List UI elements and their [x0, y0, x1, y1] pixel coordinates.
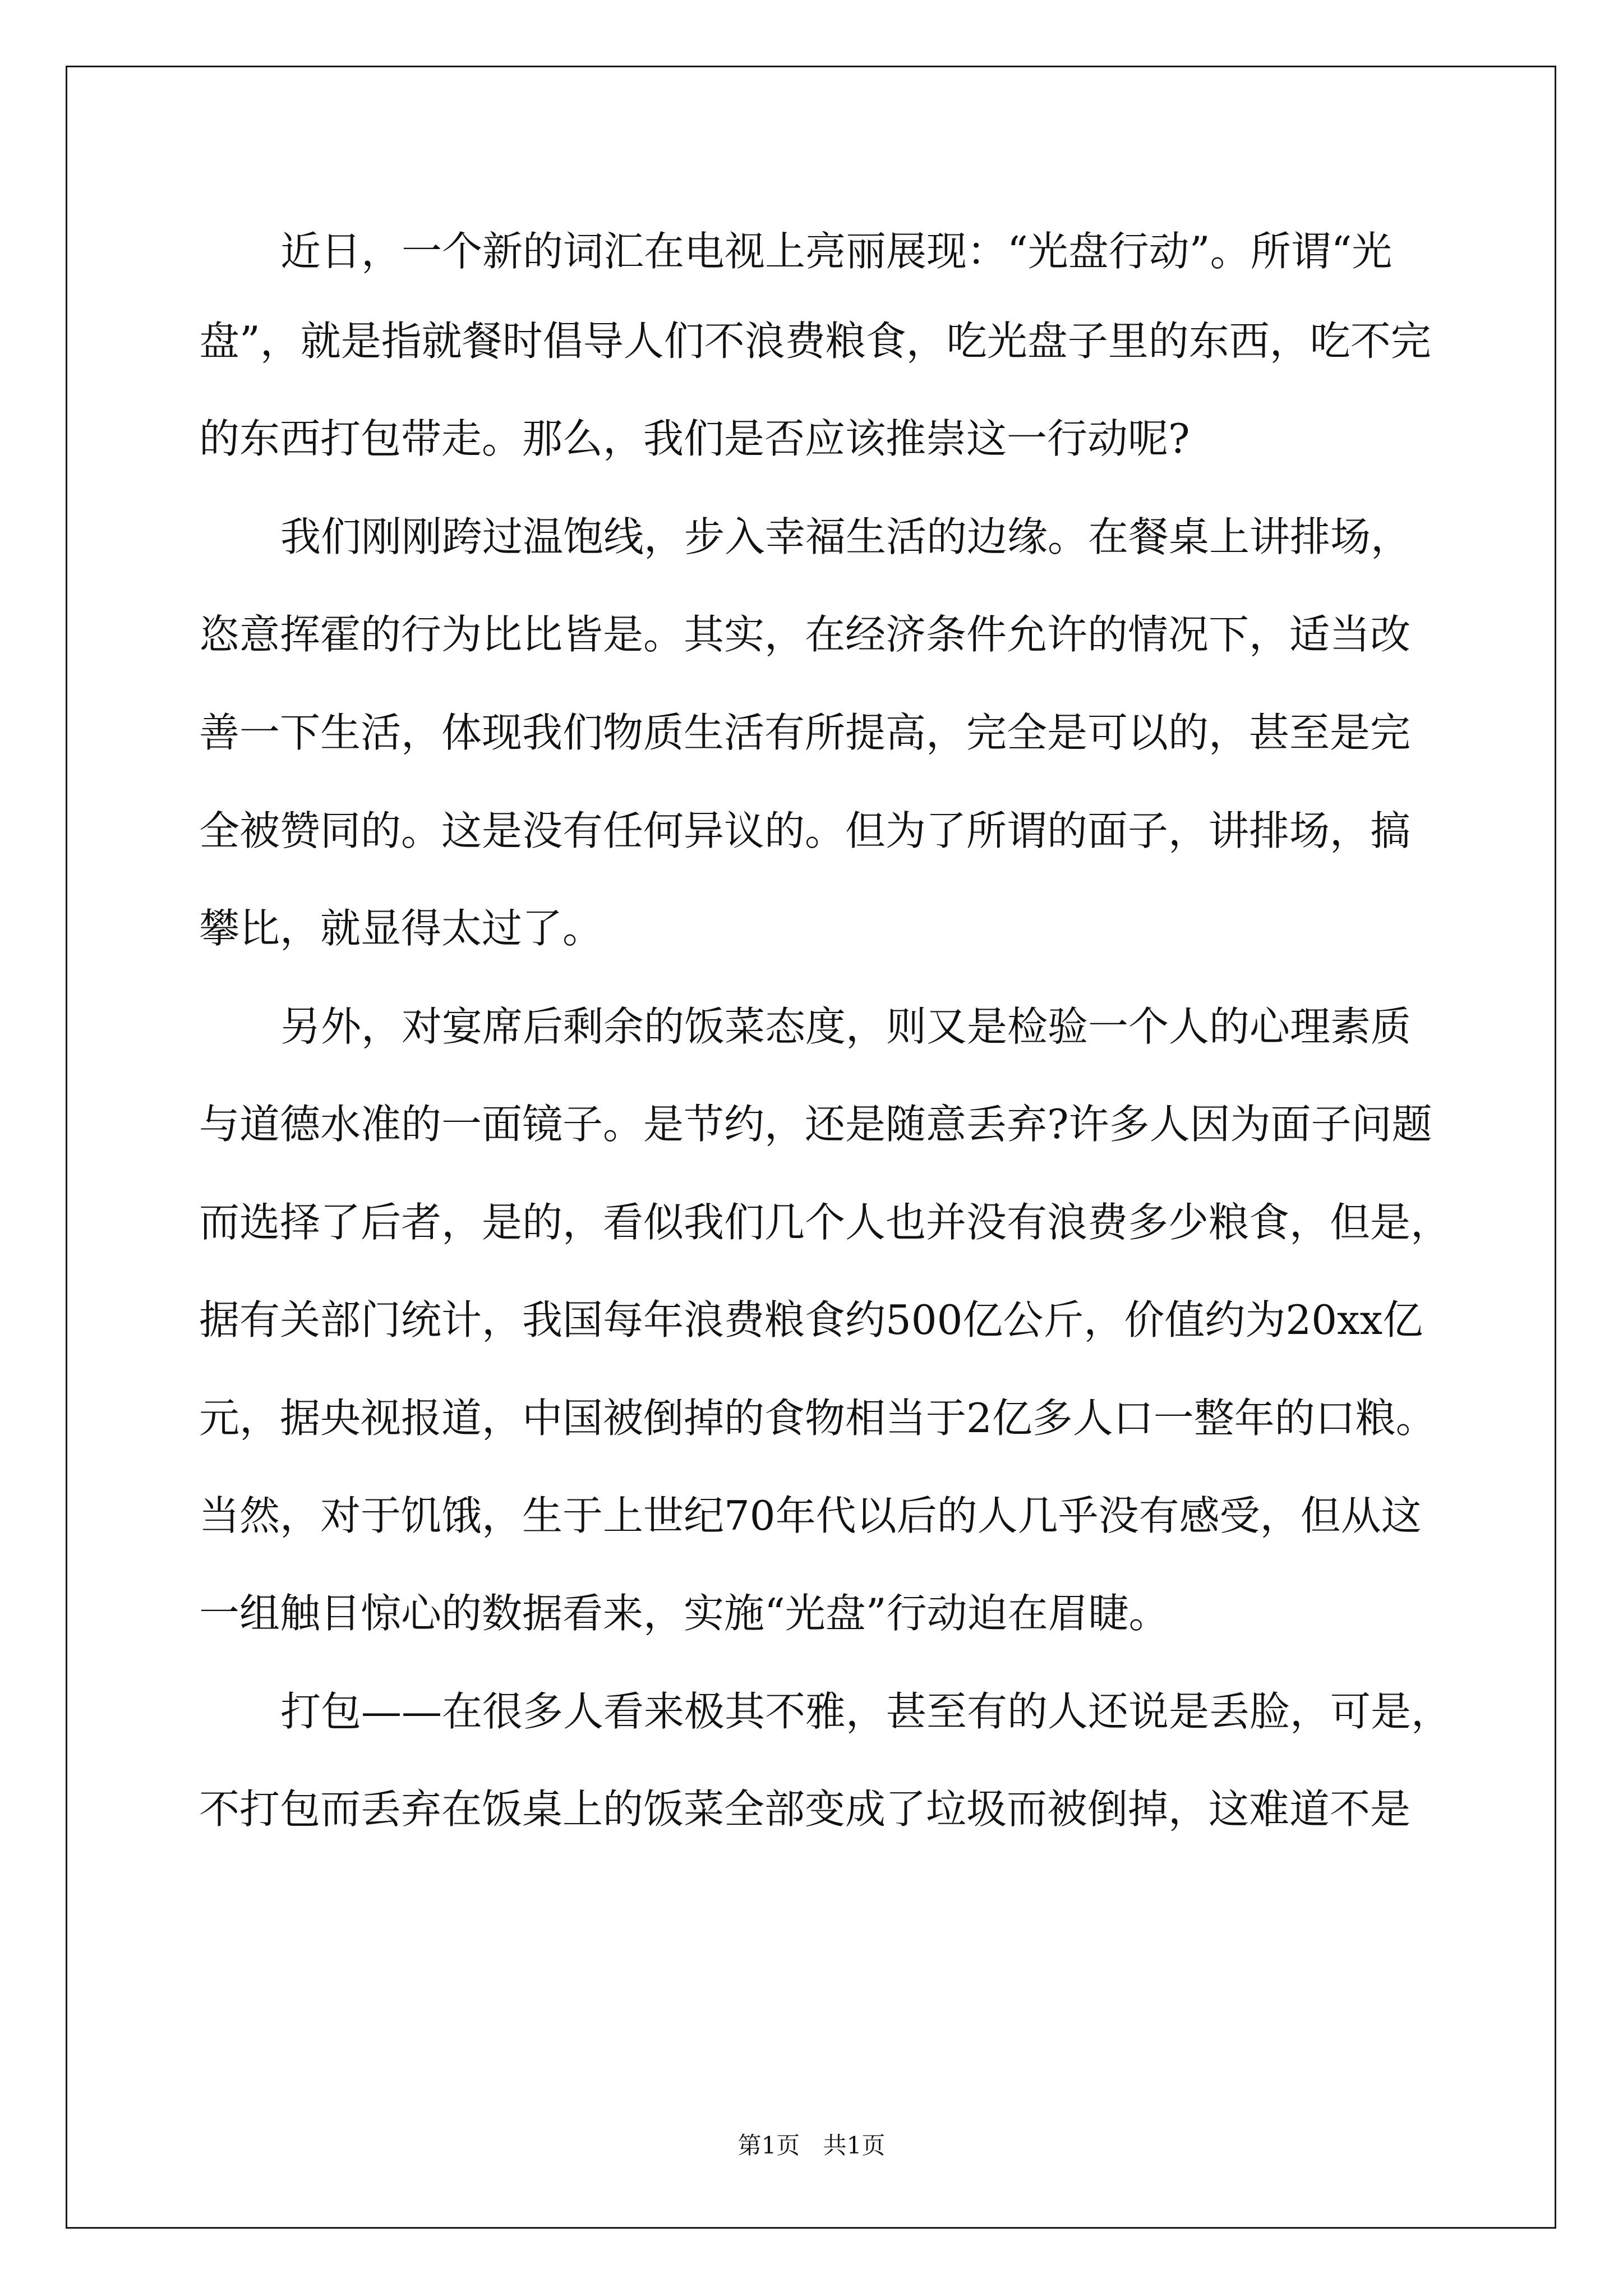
text-line: 据有关部门统计，我国每年浪费粮食约500亿公斤，价值约为20xx亿 — [199, 1296, 1423, 1343]
page-total: 共1页 — [823, 2132, 886, 2159]
text-line: 另外，对宴席后剩余的饭菜态度，则又是检验一个人的心理素质 — [280, 1003, 1412, 1050]
text-line: 当然，对于饥饿，生于上世纪70年代以后的人几乎没有感受，但从这 — [199, 1492, 1422, 1539]
text-line: 一组触目惊心的数据看来，实施“光盘”行动迫在眉睫。 — [199, 1590, 1169, 1637]
text-line: 全被赞同的。这是没有任何异议的。但为了所谓的面子，讲排场，搞 — [199, 807, 1411, 854]
text-line: 盘”，就是指就餐时倡导人们不浪费粮食，吃光盘子里的东西，吃不完 — [199, 318, 1431, 365]
text-line: 而选择了后者，是的，看似我们几个人也并没有浪费多少粮食，但是， — [199, 1199, 1451, 1246]
text-line: 与道德水准的一面镜子。是节约，还是随意丢弃?许多人因为面子问题 — [199, 1101, 1432, 1148]
page-number: 第1页 — [737, 2132, 800, 2159]
text-line: 恣意挥霍的行为比比皆是。其实，在经济条件允许的情况下，适当改 — [199, 611, 1411, 658]
text-line: 元，据央视报道，中国被倒掉的食物相当于2亿多人口一整年的口粮。 — [199, 1395, 1436, 1442]
text-line: 善一下生活，体现我们物质生活有所提高，完全是可以的，甚至是完 — [199, 709, 1411, 756]
text-line: 的东西打包带走。那么，我们是否应该推崇这一行动呢? — [199, 415, 1190, 462]
text-line: 我们刚刚跨过温饱线，步入幸福生活的边缘。在餐桌上讲排场， — [280, 513, 1412, 560]
text-line: 攀比，就显得太过了。 — [199, 905, 603, 952]
text-line: 打包——在很多人看来极其不雅，甚至有的人还说是丢脸，可是， — [280, 1688, 1452, 1735]
text-line: 近日，一个新的词汇在电视上亮丽展现：“光盘行动”。所谓“光 — [280, 228, 1393, 275]
page-footer — [0, 2126, 1623, 2165]
text-line: 不打包而丢弃在饭桌上的饭菜全部变成了垃圾而被倒掉，这难道不是 — [199, 1786, 1411, 1833]
